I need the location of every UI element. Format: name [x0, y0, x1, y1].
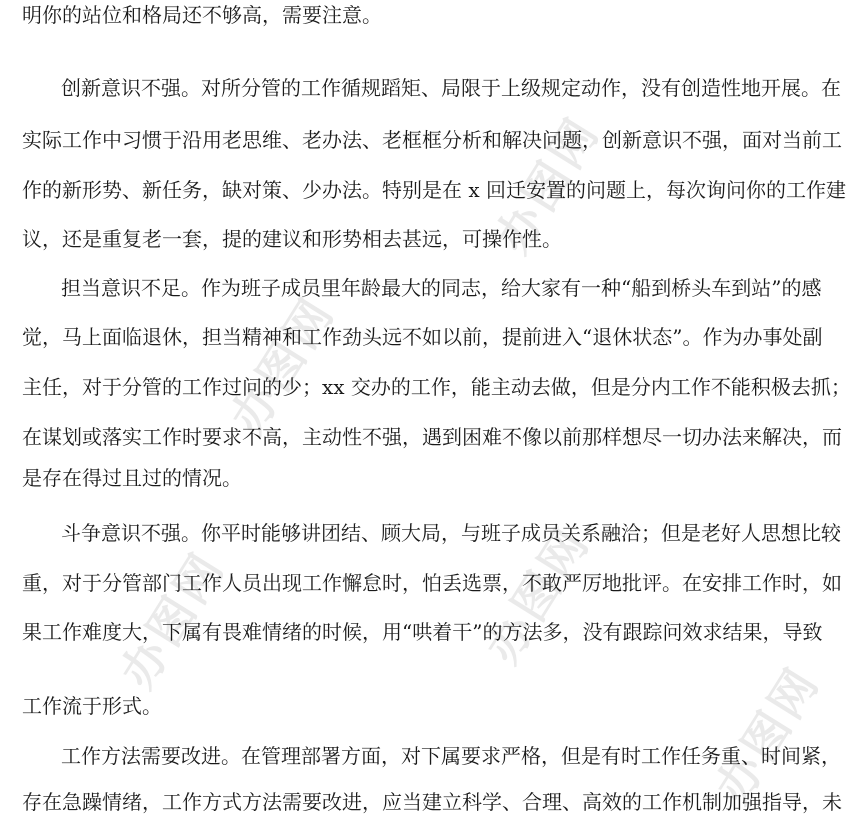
text-line: 在谋划或落实工作时要求不高，主动性不强，遇到困难不像以前那样想尽一切办法来解决，而 [22, 425, 842, 449]
paragraph-first-line: 担当意识不足。作为班子成员里年龄最大的同志，给大家有一种“船到桥头车到站”的感 [61, 276, 822, 300]
text-line: 作的新形势、新任务，缺对策、少办法。特别是在 x 回迁安置的问题上，每次询问你的工作建 [22, 178, 846, 202]
text-line: 果工作难度大，下属有畏难情绪的时候，用“哄着干”的方法多，没有跟踪问效求结果，导致 [22, 620, 823, 644]
watermark: 办图网 [474, 516, 601, 673]
text-line: 工作流于形式。 [22, 694, 162, 718]
text-line: 主任，对于分管的工作过问的少；xx 交办的工作，能主动去做，但是分内工作不能积极去抓； [22, 375, 851, 399]
text-line: 明你的站位和格局还不够高，需要注意。 [22, 3, 382, 27]
text-line: 实际工作中习惯于沿用老思维、老办法、老框框分析和解决问题，创新意识不强，面对当前工 [22, 128, 842, 152]
watermark: 办图网 [484, 106, 611, 263]
text-line: 是存在得过且过的情况。 [22, 466, 242, 490]
paragraph-first-line: 创新意识不强。对所分管的工作循规蹈矩、局限于上级规定动作，没有创造性地开展。在 [61, 76, 841, 100]
watermark: 办图网 [109, 541, 236, 698]
paragraph-first-line: 斗争意识不强。你平时能够讲团结、顾大局，与班子成员关系融洽；但是老好人思想比较 [61, 521, 841, 545]
paragraph-first-line: 工作方法需要改进。在管理部署方面，对下属要求严格，但是有时工作任务重、时间紧， [61, 744, 841, 768]
text-line: 觉，马上面临退休，担当精神和工作劲头远不如以前，提前进入“退休状态”。作为办事处副 [22, 325, 823, 349]
text-line: 议，还是重复老一套，提的建议和形势相去甚远，可操作性。 [22, 227, 562, 251]
text-line: 存在急躁情绪，工作方式方法需要改进，应当建立科学、合理、高效的工作机制加强指导，未 [22, 790, 842, 814]
watermark: 办图网 [704, 656, 831, 813]
watermark: 办图网 [219, 286, 346, 443]
text-line: 重，对于分管部门工作人员出现工作懈怠时，怕丢选票，不敢严厉地批评。在安排工作时，如 [22, 571, 842, 595]
